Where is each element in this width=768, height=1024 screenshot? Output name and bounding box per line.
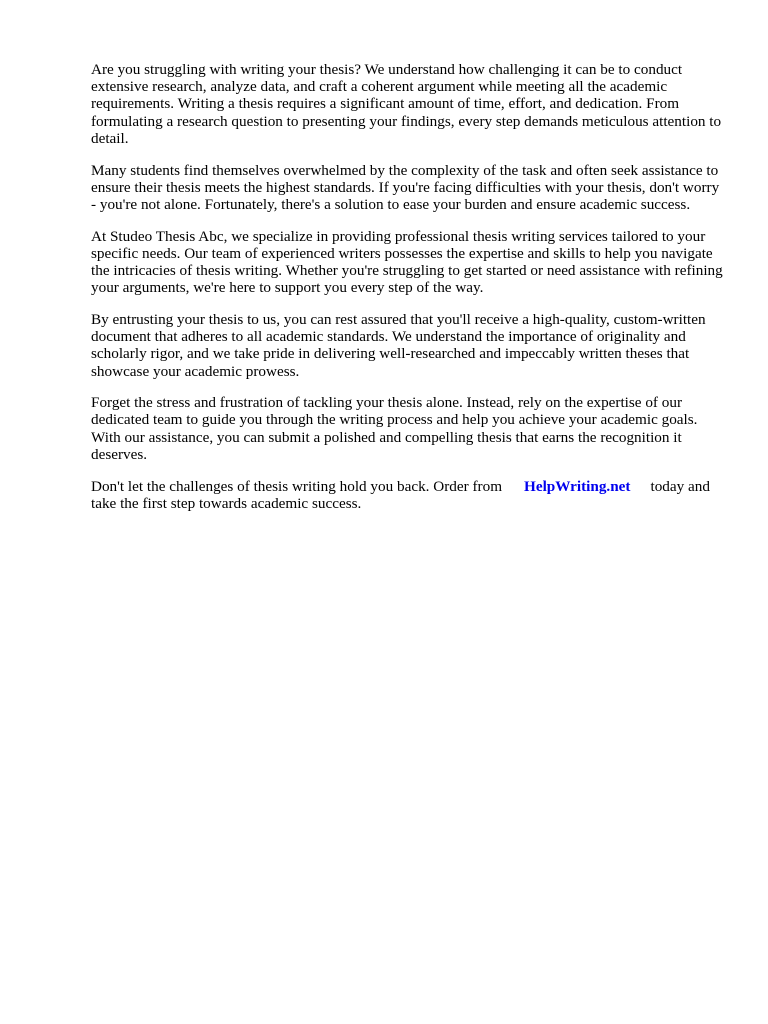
paragraph-intro: Are you struggling with writing your thesis? We understand how challenging it can be to conduct extensive research, analyze data, and craft a coherent argument while meeting all the academic requirements. Writing a thesis requires a significant amount of time, effort, and dedication. From formulating a research question to presenting your findings, every step demands meticulous attention to detail. [91,61,722,147]
document-page [91,61,723,526]
paragraph-stress: Forget the stress and frustration of tackling your thesis alone. Instead, rely on the expertise of our dedicated team to guide you through the writing process and help you achieve your academic goals. With our assistance, you can submit a polished and compelling thesis that earns the recognition it deserves. [91,394,698,463]
paragraph-overwhelmed: Many students find themselves overwhelmed by the complexity of the task and often seek assistance to ensure their thesis meets the highest standards. If you're facing difficulties with your thesis, don't worry - you're not alone. Fortunately, there's a solution to ease your burden and ensure academic success. [91,161,720,213]
paragraph-quality: By entrusting your thesis to us, you can rest assured that you'll receive a high-quality, custom-written document that adheres to all academic standards. We understand the importance of originality and scholarly rigor, and we take pride in delivering well-researched and impeccably written theses that showcase your academic prowess. [91,310,706,380]
cta-text-before: Don't let the challenges of thesis writing hold you back. Order from [91,477,503,495]
paragraph-services: At Studeo Thesis Abc, we specialize in providing professional thesis writing services tailored to your specific needs. Our team of experienced writers possesses the expertise and skills to help you navigate the intricacies of thesis writing. Whether you're struggling to get started or need assistance with refining your arguments, we're here to support you every step of the way. [91,227,723,297]
cta-text-after: today and take the first step towards academic success. [91,477,710,512]
helpwriting-link[interactable]: HelpWriting.net [524,477,631,495]
call-to-action [91,478,723,512]
